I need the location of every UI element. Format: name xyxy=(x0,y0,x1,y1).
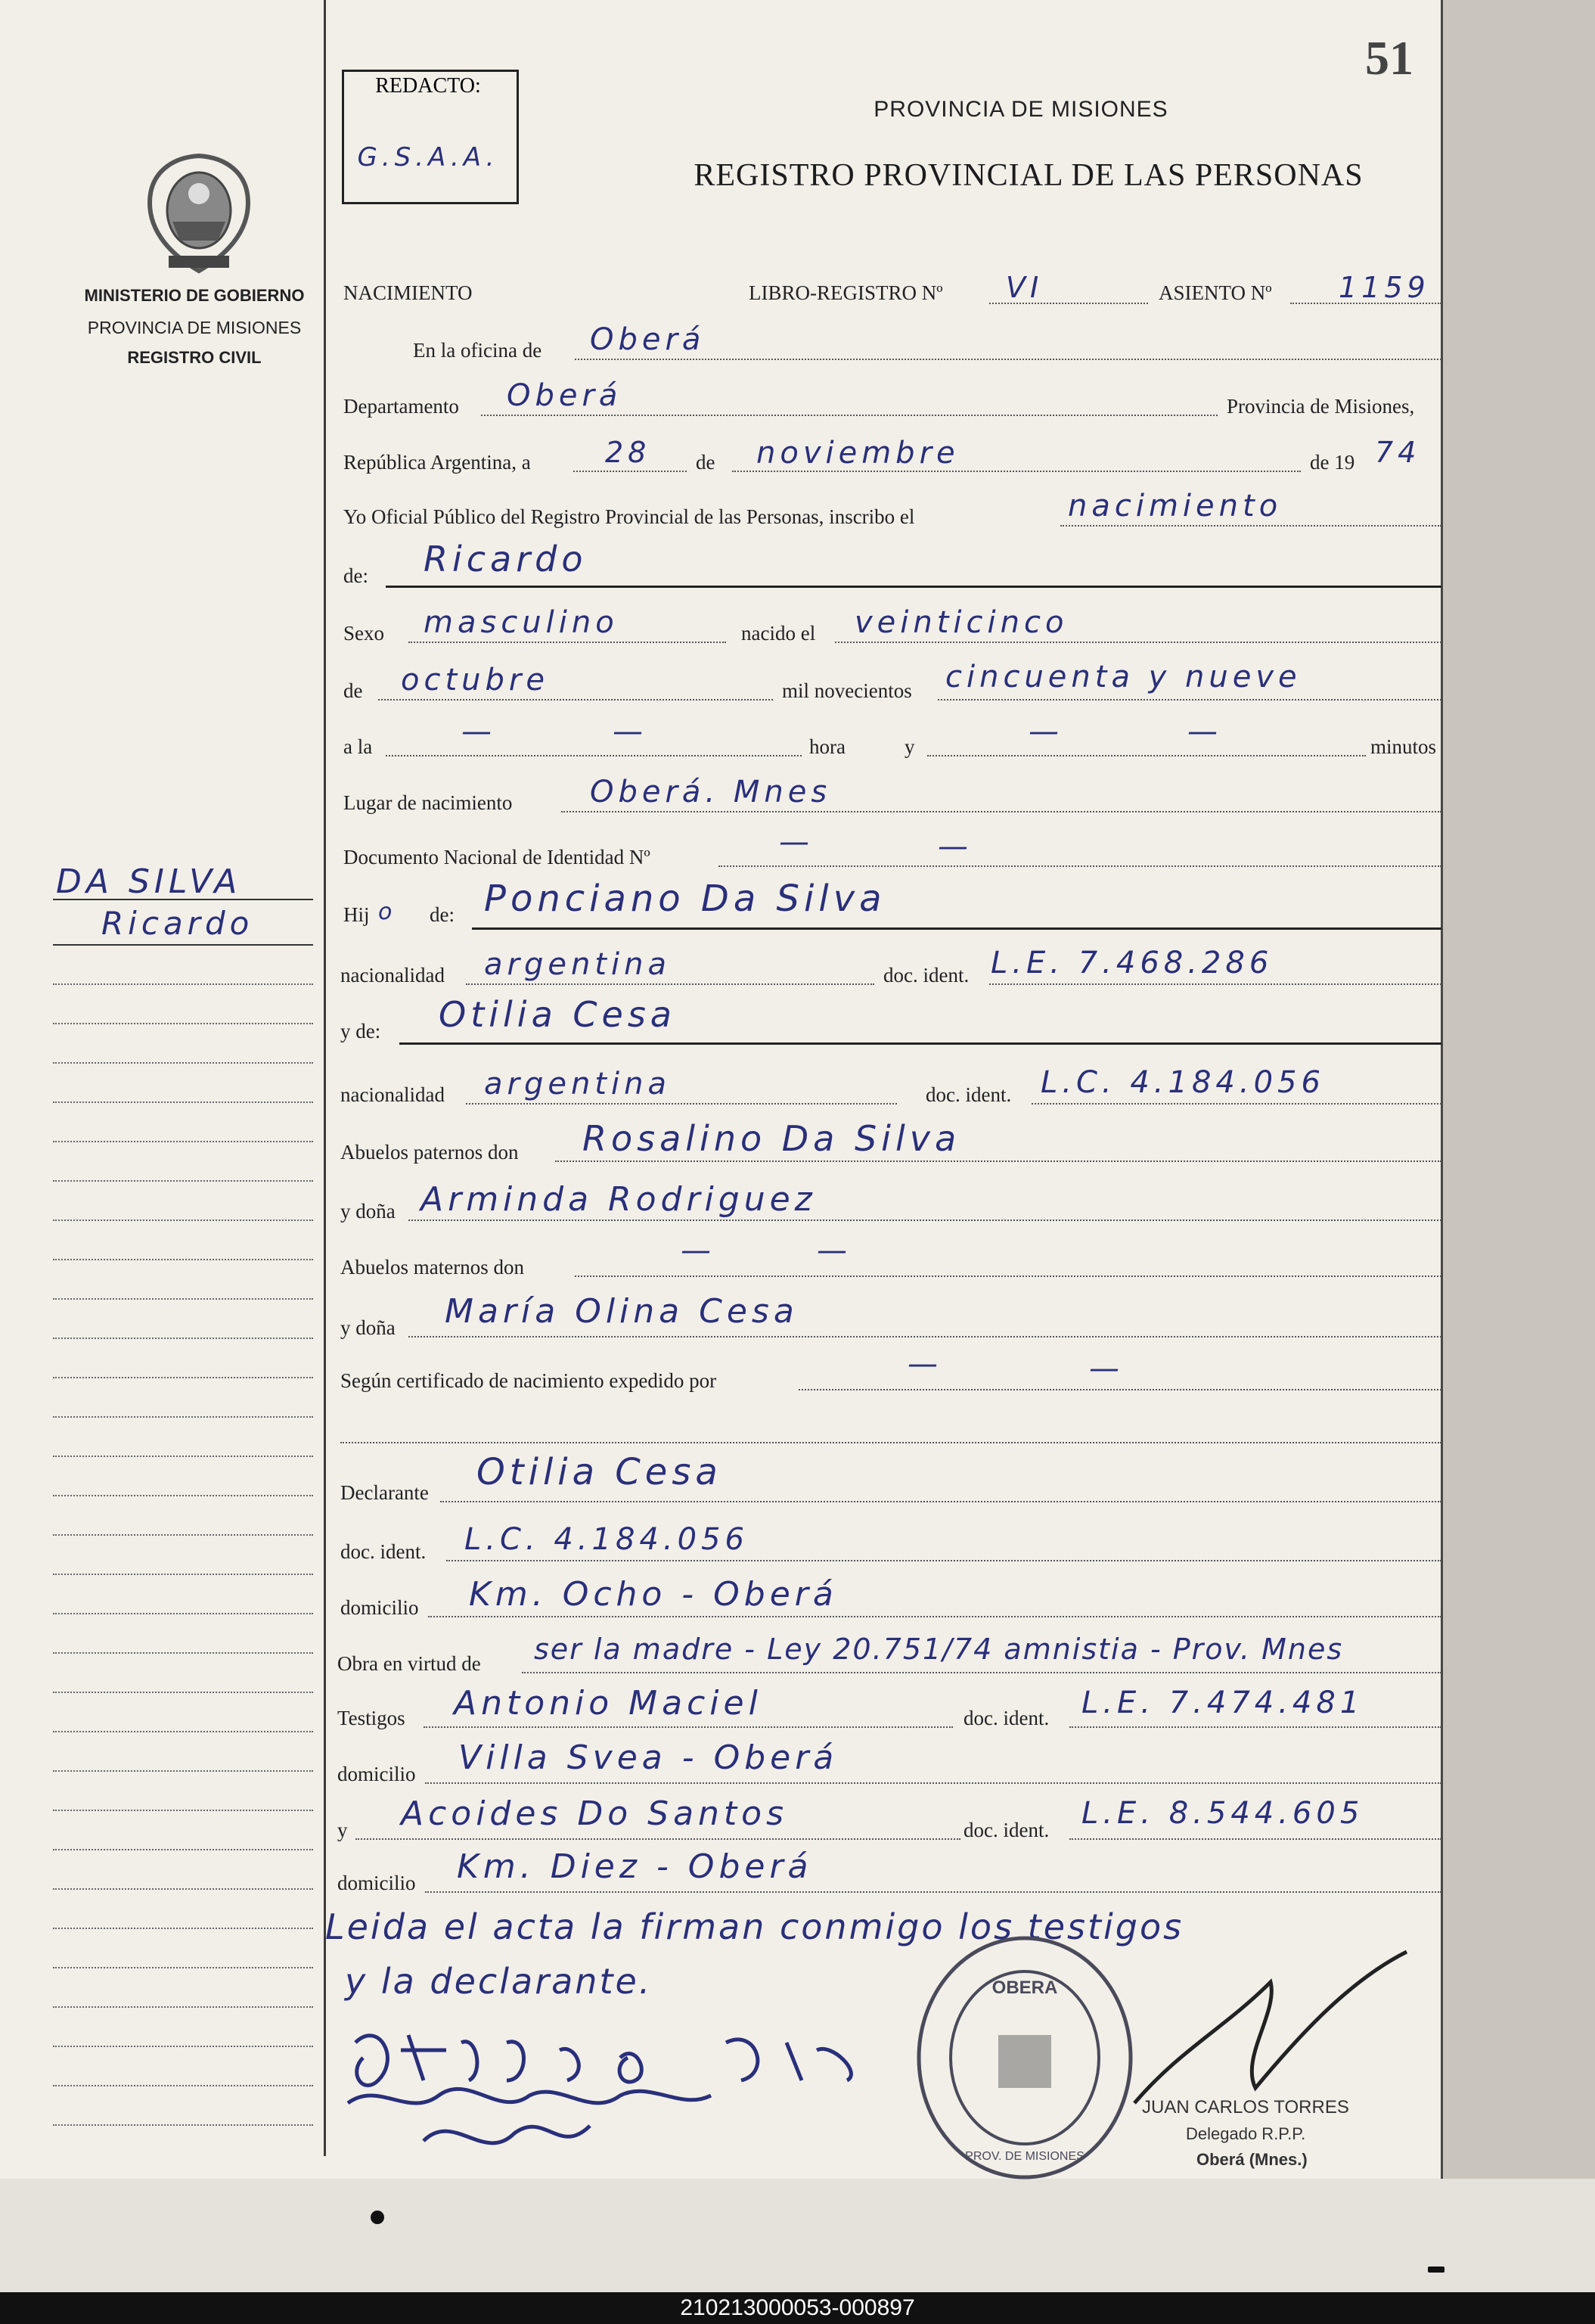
signatures-handwritten xyxy=(333,2012,938,2164)
margin-rule xyxy=(53,1101,313,1103)
mil-label: mil novecientos xyxy=(782,679,912,702)
abuelo-materno-dash: — xyxy=(681,1233,715,1268)
oficial-line xyxy=(1060,525,1441,527)
certificado-line-2 xyxy=(340,1442,1441,1443)
certificado-dash: — xyxy=(908,1347,942,1381)
dni-dash: — xyxy=(779,825,814,859)
declarante-doc-line xyxy=(446,1560,1441,1561)
anio-value: 74 xyxy=(1375,436,1421,469)
republica-label: República Argentina, a xyxy=(343,451,531,474)
margin-rule xyxy=(53,1259,313,1260)
witness2-name: Acoides Do Santos xyxy=(401,1794,789,1833)
oficina-line xyxy=(575,359,1441,360)
margin-rule xyxy=(53,1810,313,1811)
departamento-label: Departamento xyxy=(343,395,459,418)
margin-rule xyxy=(53,1731,313,1732)
hijo-suffix: o xyxy=(378,899,393,925)
margin-rule xyxy=(53,1416,313,1418)
testigo2-doc-line xyxy=(1069,1838,1441,1840)
y-de-label: y de: xyxy=(340,1020,381,1042)
official-stamp-icon xyxy=(911,1933,1138,2183)
margin-rule xyxy=(53,2124,313,2126)
nacionalidad-label: nacionalidad xyxy=(340,964,445,986)
asiento-label: ASIENTO Nº xyxy=(1159,281,1272,304)
province-heading: PROVINCIA DE MISIONES xyxy=(874,97,1168,122)
margin-given-name: Ricardo xyxy=(101,905,254,942)
margin-rule xyxy=(53,899,313,900)
father-document: L.E. 7.468.286 xyxy=(991,946,1274,980)
abuelos-maternos-label: Abuelos maternos don xyxy=(340,1256,524,1279)
nacimiento-label: NACIMIENTO xyxy=(343,281,473,304)
mes-nac-label: de xyxy=(343,679,363,702)
madre-doc-line xyxy=(1032,1103,1441,1105)
document-id: 210213000053-000897 xyxy=(680,2295,915,2320)
padre-line xyxy=(472,927,1441,930)
redacto-label: REDACTO: xyxy=(375,74,481,98)
hora-line xyxy=(386,755,802,757)
declarante-line xyxy=(440,1501,1441,1502)
dia-line xyxy=(573,471,687,472)
libro-value: VI xyxy=(1006,271,1044,304)
minutos-line xyxy=(927,755,1366,757)
abuelo-materno-line xyxy=(575,1275,1441,1277)
certificado-label: Según certificado de nacimiento expedido por xyxy=(340,1369,717,1392)
registry-title: REGISTRO PROVINCIAL DE LAS PERSONAS xyxy=(694,158,1364,193)
hole-dot xyxy=(371,2211,384,2224)
testigo1-domicilio-line xyxy=(425,1782,1441,1784)
margin-surname: DA SILVA xyxy=(56,862,242,901)
margin-rule xyxy=(53,1023,313,1024)
witness2-document: L.E. 8.544.605 xyxy=(1081,1796,1364,1831)
coat-of-arms-icon xyxy=(135,150,263,278)
de-label: de xyxy=(696,451,715,474)
margin-rule xyxy=(53,1534,313,1536)
margin-rule xyxy=(53,1338,313,1339)
margin-rule xyxy=(53,1888,313,1890)
right-border-line xyxy=(1441,0,1443,2179)
y-label: y xyxy=(905,735,915,758)
asiento-value: 1159 xyxy=(1339,271,1430,304)
doc-ident-label: doc. ident. xyxy=(964,1819,1050,1841)
doc-ident-label: doc. ident. xyxy=(340,1540,427,1563)
declarant-name: Otilia Cesa xyxy=(476,1451,722,1493)
testigo2-y-label: y xyxy=(337,1819,348,1841)
official-role: Delegado R.P.P. xyxy=(1186,2124,1306,2143)
padre-doc-line xyxy=(989,983,1441,985)
testigo2-domicilio-line xyxy=(425,1891,1441,1893)
margin-rule-line xyxy=(324,0,326,2156)
lugar-line xyxy=(561,811,1441,812)
closing-line-2: y la declarante. xyxy=(345,1961,653,2002)
margin-rule xyxy=(53,1928,313,1929)
de-nombre-label: de: xyxy=(343,564,368,587)
margin-rule xyxy=(53,1062,313,1064)
abuelo-materno-dash: — xyxy=(817,1233,852,1268)
sexo-value: masculino xyxy=(424,605,619,640)
witness1-document: L.E. 7.474.481 xyxy=(1081,1686,1364,1720)
nacido-line xyxy=(835,642,1441,643)
nacido-value: veinticinco xyxy=(855,605,1069,640)
domicilio-label: domicilio xyxy=(337,1872,416,1894)
hora-label: hora xyxy=(809,735,846,758)
margin-rule xyxy=(53,1849,313,1850)
margin-rule xyxy=(53,1298,313,1300)
registro-civil-line: REGISTRO CIVIL xyxy=(127,348,262,367)
minutos-dash: — xyxy=(1029,714,1063,749)
libro-label: LIBRO-REGISTRO Nº xyxy=(749,281,943,304)
hora-prefix: a la xyxy=(343,735,373,758)
margin-rule xyxy=(53,1770,313,1772)
sexo-label: Sexo xyxy=(343,622,384,645)
lugar-label: Lugar de nacimiento xyxy=(343,791,513,814)
margin-rule xyxy=(53,1652,313,1654)
departamento-value: Oberá xyxy=(507,378,622,413)
ministry-line: MINISTERIO DE GOBIERNO xyxy=(84,286,305,305)
dia-value: 28 xyxy=(605,436,651,469)
anio-nac-value: cincuenta y nueve xyxy=(945,660,1302,694)
page-edge-shadow xyxy=(1443,0,1595,2179)
nacionalidad-label: nacionalidad xyxy=(340,1083,445,1106)
margin-rule xyxy=(53,1141,313,1142)
dni-label: Documento Nacional de Identidad Nº xyxy=(343,846,650,868)
y-dona-label: y doña xyxy=(340,1200,396,1223)
margin-rule xyxy=(53,1219,313,1221)
departamento-line xyxy=(481,415,1218,416)
certificado-dash: — xyxy=(1089,1351,1124,1386)
redacto-value: G.S.A.A. xyxy=(357,142,499,172)
anio-label: de 19 xyxy=(1310,451,1355,474)
margin-rule xyxy=(53,1377,313,1378)
provincia-suffix: Provincia de Misiones, xyxy=(1227,395,1415,418)
declarante-domicilio-line xyxy=(428,1616,1441,1617)
mes-line xyxy=(732,471,1301,472)
hora-dash: — xyxy=(461,714,496,749)
margin-rule xyxy=(53,1574,313,1575)
declarante-label: Declarante xyxy=(340,1481,429,1504)
margin-rule xyxy=(53,1495,313,1496)
oficial-value: nacimiento xyxy=(1068,489,1283,524)
closing-line-1: Leida el acta la firman conmigo los testigos xyxy=(325,1906,1184,1947)
mes-nac-line xyxy=(378,699,773,701)
witness1-address: Villa Svea - Oberá xyxy=(458,1738,839,1777)
y-dona-label: y doña xyxy=(340,1316,396,1339)
paternal-grandfather: Rosalino Da Silva xyxy=(582,1118,961,1159)
testigo1-doc-line xyxy=(1069,1726,1441,1728)
testigos-label: Testigos xyxy=(337,1707,405,1729)
witness2-address: Km. Diez - Oberá xyxy=(457,1847,813,1886)
paternal-grandmother: Arminda Rodriguez xyxy=(420,1180,817,1219)
father-nationality: argentina xyxy=(484,947,671,982)
domicilio-label: domicilio xyxy=(340,1596,419,1619)
obra-label: Obra en virtud de xyxy=(337,1652,481,1675)
dni-dash: — xyxy=(938,829,973,864)
margin-rule xyxy=(53,1613,313,1614)
oficina-label: En la oficina de xyxy=(413,339,542,362)
page-number: 51 xyxy=(1365,31,1413,85)
mother-nationality: argentina xyxy=(484,1067,671,1101)
abuela-materna-line xyxy=(408,1336,1441,1338)
mark-dot xyxy=(1428,2267,1444,2273)
maternal-grandmother: María Olina Cesa xyxy=(445,1292,799,1331)
madre-nac-line xyxy=(466,1103,897,1105)
padre-nac-line xyxy=(466,983,874,985)
abuelos-paternos-label: Abuelos paternos don xyxy=(340,1141,519,1164)
obra-value: ser la madre - Ley 20.751/74 amnistia - Prov. Mnes xyxy=(534,1633,1344,1666)
margin-rule xyxy=(53,1967,313,1968)
declarant-address: Km. Ocho - Oberá xyxy=(469,1575,838,1614)
minutos-label: minutos xyxy=(1370,735,1437,758)
minutos-dash: — xyxy=(1187,714,1222,749)
stamp-bottom-text: PROV. DE MISIONES xyxy=(965,2150,1085,2163)
doc-ident-label: doc. ident. xyxy=(926,1083,1012,1106)
abuela-paterna-line xyxy=(408,1219,1441,1221)
sexo-line xyxy=(408,642,726,643)
hijo-de-label: de: xyxy=(430,903,455,926)
margin-rule xyxy=(53,1692,313,1693)
anio-nac-line xyxy=(938,699,1441,701)
mes-value: noviembre xyxy=(756,436,960,471)
stamp-top-text: OBERA xyxy=(991,1978,1058,1998)
abuelo-paterno-line xyxy=(555,1160,1441,1162)
doc-ident-label: doc. ident. xyxy=(964,1707,1050,1729)
dni-line xyxy=(718,865,1441,867)
certificado-line xyxy=(799,1389,1441,1390)
margin-rule xyxy=(53,1456,313,1457)
hora-dash: — xyxy=(613,714,647,749)
official-name: JUAN CARLOS TORRES xyxy=(1142,2097,1349,2117)
declarant-document: L.C. 4.184.056 xyxy=(464,1522,749,1557)
oficial-label: Yo Oficial Público del Registro Provincial de las Personas, inscribo el xyxy=(343,505,915,528)
doc-ident-label: doc. ident. xyxy=(883,964,970,986)
margin-rule xyxy=(53,983,313,985)
ministry-province-line: PROVINCIA DE MISIONES xyxy=(87,318,302,337)
witness1-name: Antonio Maciel xyxy=(454,1684,762,1723)
margin-rule xyxy=(53,2046,313,2047)
hijo-label: Hij xyxy=(343,903,370,926)
margin-rule xyxy=(53,944,313,946)
testigo1-line xyxy=(424,1726,953,1728)
lugar-value: Oberá. Mnes xyxy=(590,775,832,809)
mother-name: Otilia Cesa xyxy=(439,994,676,1035)
obra-line xyxy=(522,1672,1441,1673)
mes-nac-value: octubre xyxy=(401,663,549,698)
nombre-line xyxy=(386,586,1441,588)
oficina-value: Oberá xyxy=(590,322,706,357)
margin-rule xyxy=(53,1180,313,1182)
domicilio-label: domicilio xyxy=(337,1763,416,1785)
mother-document: L.C. 4.184.056 xyxy=(1041,1065,1325,1100)
nacido-label: nacido el xyxy=(741,622,816,645)
official-place: Oberá (Mnes.) xyxy=(1196,2150,1308,2169)
father-name: Ponciano Da Silva xyxy=(484,878,886,920)
margin-rule xyxy=(53,2006,313,2008)
testigo2-line xyxy=(355,1838,960,1840)
margin-rule xyxy=(53,2085,313,2086)
madre-line xyxy=(399,1042,1441,1045)
child-name: Ricardo xyxy=(424,539,588,579)
